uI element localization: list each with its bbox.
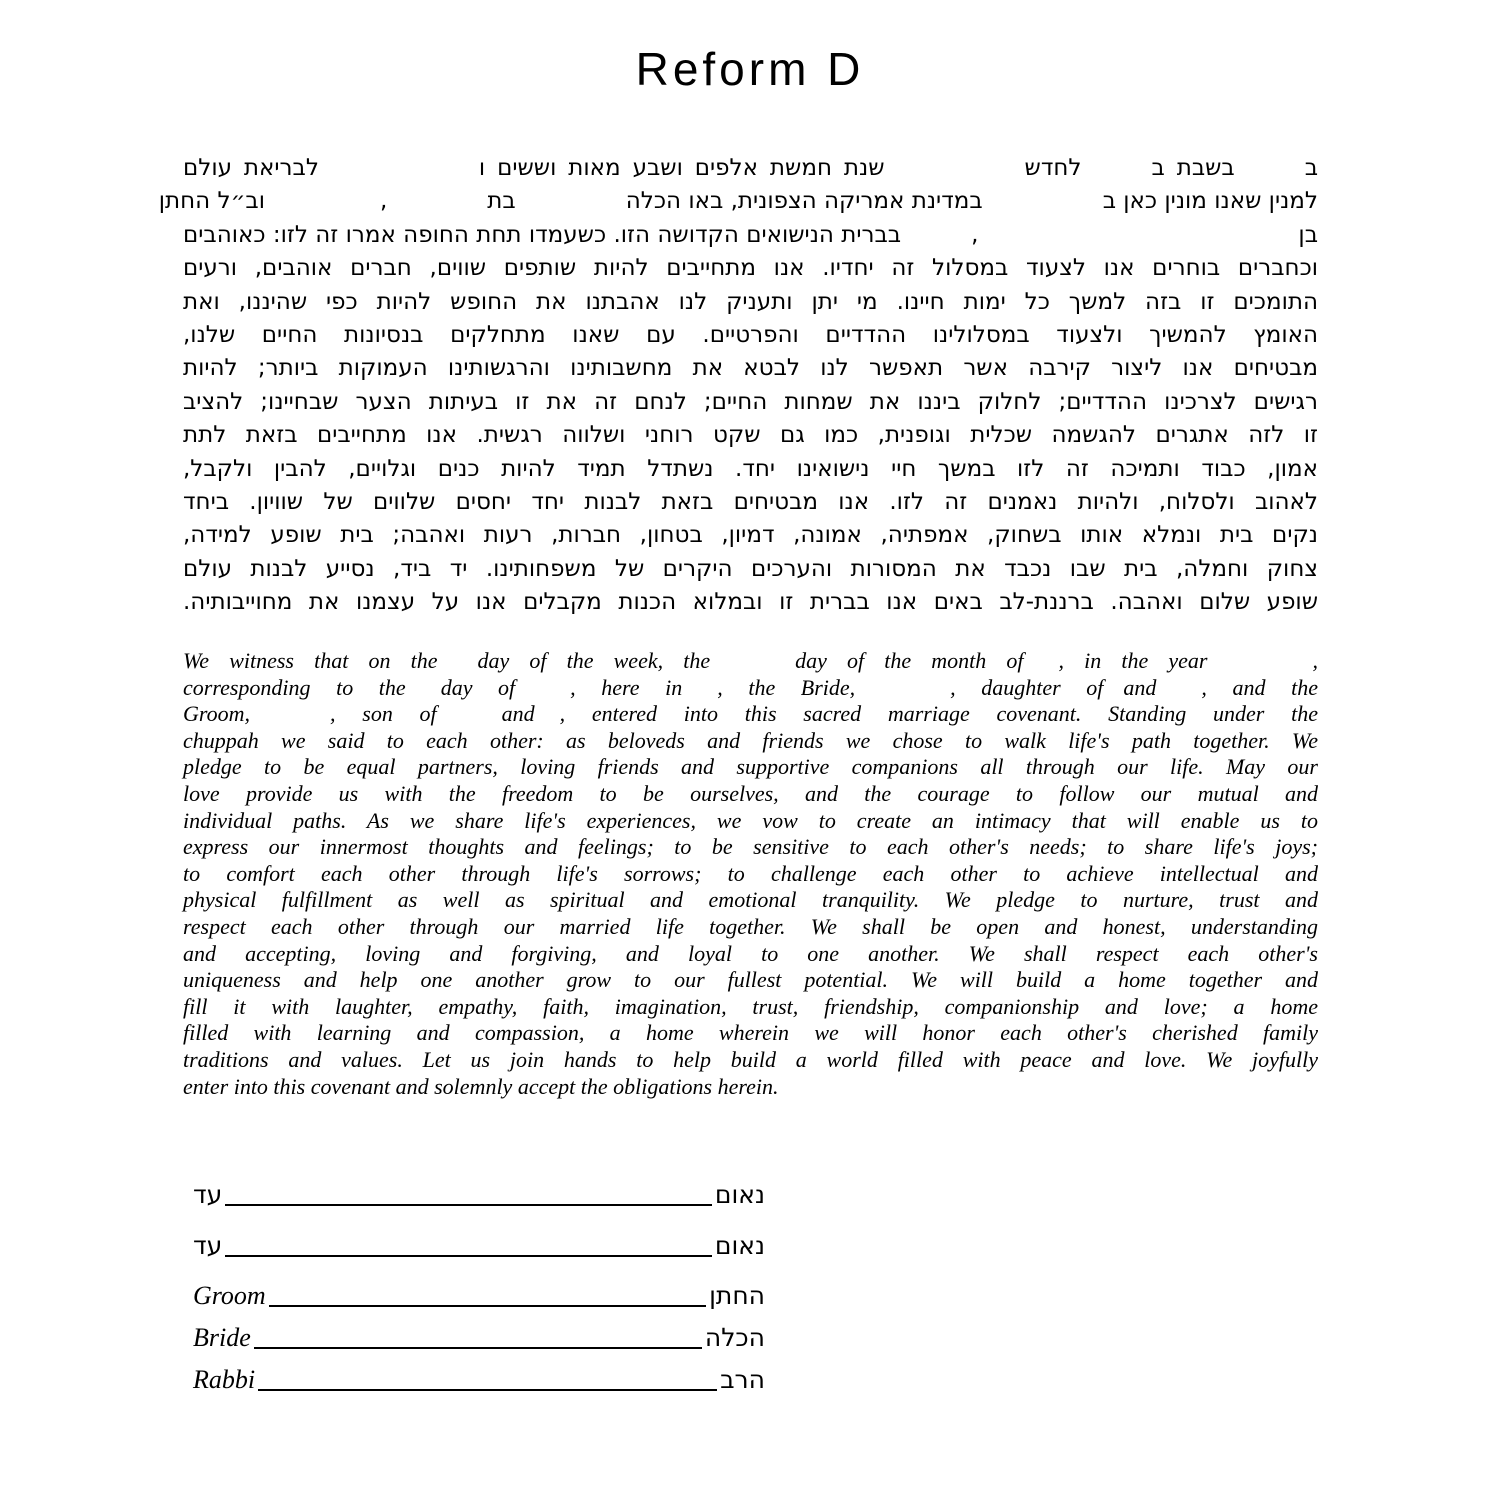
declaration-label: נאום [714,1180,765,1209]
text-line: האומץ להמשיך ולצעוד במסלולינו ההדדיים והפרטיים. עם שאנו מתחלקים בנסיונות החיים שלנו, [183,321,1318,348]
text-line: chuppah we said to each other: as beloveds and friends we chose to walk life's path together. We [183,727,1318,753]
text-line: רגישים לצרכינו ההדדיים; לחלוק ביננו את שמחות החיים; לנחם זה את זו בעיתות הצער שבחיינו; להציב [183,388,1318,415]
text-line: Groom, , son of and , entered into this sacred marriage covenant. Standing under the [183,701,1318,727]
witness-signature-line[interactable] [225,1200,712,1206]
fill-in-blank[interactable] [265,207,380,208]
text-line: התומכים זו בזה למשך כל ימות חיינו. מי יתן ותעניק לנו אהבתנו את החופש להיות כפי שהיננו, ואת [183,288,1318,315]
fill-in-blank[interactable] [516,207,626,208]
fill-in-blank[interactable] [885,174,1025,175]
witness-signature-row [193,1229,765,1261]
witness-label: עד [193,1231,223,1260]
text-line: בבשבת בלחדששנת חמשת אלפים ושבע מאות וששים ולבריאת עולם [183,155,1319,181]
witness-signature-line[interactable] [225,1251,712,1257]
rabbi-hebrew-label: הרב [720,1365,765,1394]
fill-in-blank[interactable] [710,667,795,668]
declaration-label: נאום [714,1231,765,1260]
witness-label: עד [193,1180,223,1209]
fill-in-blank[interactable] [1024,667,1059,668]
text-line: uniqueness and help one another grow to our fullest potential. We will build a home together and [183,967,1318,993]
bride-signature-line[interactable] [254,1343,702,1349]
text-line: enter into this covenant and solemnly accept the obligations herein. [183,1073,779,1099]
bride-hebrew-label: הכלה [704,1323,765,1352]
fill-in-blank[interactable] [855,694,950,695]
fill-in-blank[interactable] [1103,694,1123,695]
fill-in-blank[interactable] [1081,174,1151,175]
fill-in-blank[interactable] [437,720,502,721]
fill-in-blank[interactable] [978,241,1298,242]
fill-in-blank[interactable] [682,694,717,695]
text-line: to comfort each other through life's sorrows; to challenge each other to achieve intellectual and [183,860,1318,886]
text-line: express our innermost thoughts and feelings; to be sensitive to each other's needs; to share life's joys; [183,834,1318,860]
groom-signature-line[interactable] [269,1301,706,1307]
text-line: שופע שלום ואהבה. ברננת-לב באים אנו בברית זו ובמלוא הכנות מקבלים אנו על עצמנו את מחוייבותיה. [183,589,1318,616]
fill-in-blank[interactable] [983,207,1103,208]
text-line: traditions and values. Let us join hands to help build a world filled with peace and love. We joyfully [183,1046,1318,1072]
fill-in-blank[interactable] [515,694,570,695]
fill-in-blank[interactable] [535,720,560,721]
fill-in-blank[interactable] [1207,667,1312,668]
text-line: respect each other through our married life together. We shall be open and honest, understanding [183,913,1318,939]
text-line: pledge to be equal partners, loving friends and supportive companions all through our life. May our [183,754,1318,780]
groom-hebrew-label: החתן [709,1281,765,1310]
rabbi-label: Rabbi [193,1365,256,1394]
fill-in-blank[interactable] [1156,694,1201,695]
english-text [183,648,1318,1100]
fill-in-blank[interactable] [387,207,487,208]
text-line: corresponding to the day of , here in , the Bride, , daughter of and , and the [183,674,1318,700]
text-line: צחוק וחמלה, בית שבו נכבד את המסורות והערכים היקרים של משפחותינו. יד ביד, נסייע לבנות עולם [183,555,1318,582]
text-line: We witness that on the day of the week, the day of the month of , in the year , [183,648,1318,673]
hebrew-text [158,152,1319,619]
text-line: מבטיחים אנו ליצור קירבה אשר תאפשר לנו לבטא את מחשבותינו והרגשותינו העמוקות ביותר; להיות [183,355,1318,382]
text-line: אמון, כבוד ותמיכה זה לזו במשך חיי נישואינו יחד. נשתדל תמיד להיות כנים וגלויים, להבין ולקבל, [183,455,1318,482]
fill-in-blank[interactable] [319,174,479,175]
fill-in-blank[interactable] [406,694,441,695]
groom-signature-row [193,1279,765,1311]
bride-signature-row [193,1321,765,1353]
text-line: בן,בברית הנישואים הקדושה הזו. כשעמדו תחת החופה אמרו זה לזו: כאוהבים [183,221,1318,248]
rabbi-signature-row [193,1363,765,1395]
text-line: למנין שאנו מונין כאן בבמדינת אמריקה הצפונית, באו הכלהבת,וב״ל החתן [158,188,1318,215]
text-line: וכחברים בוחרים אנו לצעוד במסלול זה יחדיו. אנו מתחייבים להיות שותפים שווים, חברים אוהבים, ורעים [183,255,1318,282]
text-line: filled with learning and compassion, a home wherein we will honor each other's cherished family [183,1020,1318,1046]
text-line: fill it with laughter, empathy, faith, imagination, trust, friendship, companionship and love; a home [183,993,1318,1019]
text-line: love provide us with the freedom to be ourselves, and the courage to follow our mutual and [183,780,1318,806]
fill-in-blank[interactable] [1235,174,1305,175]
rabbi-signature-line[interactable] [258,1385,717,1391]
groom-label: Groom [193,1281,266,1310]
text-line: לאהוב ולסלוח, ולהיות נאמנים זה לזו. אנו מבטיחים בזאת לבנות יחד יחסים שלווים של שוויון. ביחד [183,488,1318,515]
fill-in-blank[interactable] [250,720,330,721]
text-line: נקים בית ונמלא אותו בשחוק, אמפתיה, אמונה, דמיון, בטחון, חברות, רעות ואהבה; בית שופע למידה, [183,522,1318,549]
text-line: physical fulfillment as well as spiritual and emotional tranquility. We pledge to nurture, trust and [183,887,1318,913]
fill-in-blank[interactable] [437,667,477,668]
bride-label: Bride [193,1323,251,1352]
text-line: זו לזה אתגרים להגשמה שכלית וגופנית, כמו גם שקט רוחני ושלווה רגשית. אנו מתחייבים בזאת לתת [183,422,1318,449]
text-line: individual paths. As we share life's experiences, we vow to create an intimacy that will enable us to [183,807,1318,833]
text-line: and accepting, loving and forgiving, and loyal to one another. We shall respect each other's [183,940,1318,966]
witness-signature-row [193,1178,765,1210]
fill-in-blank[interactable] [901,241,971,242]
page-title: Reform D [635,43,865,95]
